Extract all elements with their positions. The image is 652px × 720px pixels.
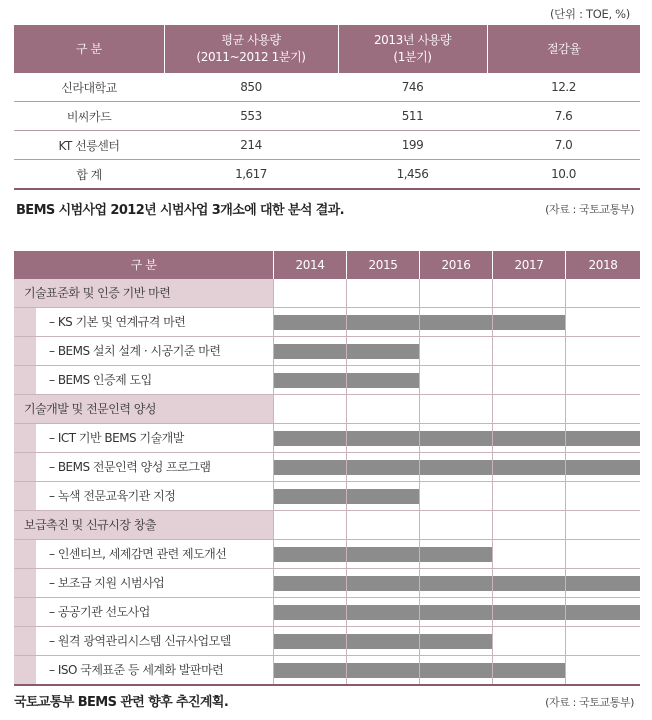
table-bottom-rule xyxy=(14,684,640,686)
schedule-bar xyxy=(274,576,640,591)
section-label: 기술개발 및 전문인력 양성 xyxy=(24,402,156,416)
row-divider xyxy=(14,510,640,511)
section-indent-bg xyxy=(14,308,36,394)
schedule-bar xyxy=(274,431,640,446)
row-divider xyxy=(14,655,640,656)
table1-cell: 7.6 xyxy=(487,102,640,131)
roadmap-header-label: 구 분 xyxy=(130,258,157,272)
schedule-bar xyxy=(274,605,640,620)
table2-caption: 국토교통부 BEMS 관련 향후 추진계획. xyxy=(14,695,229,710)
table1-cell: 553 xyxy=(164,102,338,131)
row-divider xyxy=(14,365,640,366)
table-row xyxy=(14,102,640,131)
schedule-bar xyxy=(274,634,492,649)
table1-cell: 1,617 xyxy=(164,160,338,190)
table1-cell: 12.2 xyxy=(487,73,640,102)
section-label: 보급촉진 및 신규시장 창출 xyxy=(24,518,156,532)
table1-header-cell: 2013년 사용량 (1분기) xyxy=(338,25,487,73)
roadmap-item-label: – 보조금 지원 시범사업 xyxy=(49,576,165,590)
table1-cell: 850 xyxy=(164,73,338,102)
year-header: 2018 xyxy=(588,258,618,272)
energy-usage-table xyxy=(14,25,640,190)
bems-roadmap-table xyxy=(14,251,640,685)
table1-header-cell: 절감율 xyxy=(487,25,640,73)
table1-header-cell: 구 분 xyxy=(14,25,164,73)
row-divider xyxy=(14,539,640,540)
table1-cell: 199 xyxy=(338,131,487,160)
column-divider xyxy=(419,279,420,685)
table1-cell: 신라대학교 xyxy=(14,73,164,102)
roadmap-header xyxy=(14,251,640,279)
row-divider xyxy=(14,336,640,337)
table1-caption: BEMS 시범사업 2012년 시범사업 3개소에 대한 분석 결과. xyxy=(16,203,344,218)
table1-cell: 1,456 xyxy=(338,160,487,190)
table-row xyxy=(14,73,640,102)
roadmap-item-label: – 녹색 전문교육기관 지정 xyxy=(49,489,176,503)
roadmap-item-label: – BEMS 설치 설계 · 시공기준 마련 xyxy=(49,344,221,358)
schedule-bar xyxy=(274,547,492,562)
row-divider xyxy=(14,394,640,395)
row-divider xyxy=(14,452,640,453)
unit-label: (단위 : TOE, %) xyxy=(549,7,630,21)
column-divider xyxy=(273,279,274,685)
year-header: 2017 xyxy=(514,258,544,272)
section-indent-bg xyxy=(14,424,36,510)
table1-cell: 비씨카드 xyxy=(14,102,164,131)
column-divider xyxy=(346,279,347,685)
table1-cell: KT 선릉센터 xyxy=(14,131,164,160)
row-divider xyxy=(14,481,640,482)
roadmap-item-label: – ISO 국제표준 등 세계화 발판마련 xyxy=(49,663,224,677)
year-header: 2014 xyxy=(295,258,325,272)
table1-source: (자료 : 국토교통부) xyxy=(545,203,634,216)
roadmap-item-label: – 인센티브, 세제감면 관련 제도개선 xyxy=(49,547,227,561)
roadmap-item-label: – BEMS 전문인력 양성 프로그램 xyxy=(49,460,211,474)
table1-cell: 746 xyxy=(338,73,487,102)
row-divider xyxy=(14,568,640,569)
column-divider xyxy=(565,279,566,685)
table1-cell: 10.0 xyxy=(487,160,640,190)
table1-cell: 214 xyxy=(164,131,338,160)
roadmap-item-label: – 원격 광역관리시스템 신규사업모델 xyxy=(49,634,231,648)
column-divider xyxy=(492,279,493,685)
row-divider xyxy=(14,626,640,627)
section-label: 기술표준화 및 인증 기반 마련 xyxy=(24,286,171,300)
roadmap-item-label: – KS 기본 및 연계규격 마련 xyxy=(49,315,186,329)
roadmap-item-label: – BEMS 인증제 도입 xyxy=(49,373,152,387)
roadmap-item-label: – ICT 기반 BEMS 기술개발 xyxy=(49,431,184,445)
schedule-bar xyxy=(274,460,640,475)
table2-source: (자료 : 국토교통부) xyxy=(545,696,634,709)
table-row xyxy=(14,131,640,160)
row-divider xyxy=(14,597,640,598)
table1-cell: 7.0 xyxy=(487,131,640,160)
table1-cell: 511 xyxy=(338,102,487,131)
year-header: 2015 xyxy=(368,258,398,272)
roadmap-item-label: – 공공기관 선도사업 xyxy=(49,605,150,619)
section-indent-bg xyxy=(14,540,36,684)
year-header: 2016 xyxy=(441,258,471,272)
table-row xyxy=(14,160,640,190)
table1-header-cell: 평균 사용량 (2011~2012 1분기) xyxy=(164,25,338,73)
row-divider xyxy=(14,307,640,308)
table1-cell: 합 계 xyxy=(14,160,164,190)
row-divider xyxy=(14,423,640,424)
